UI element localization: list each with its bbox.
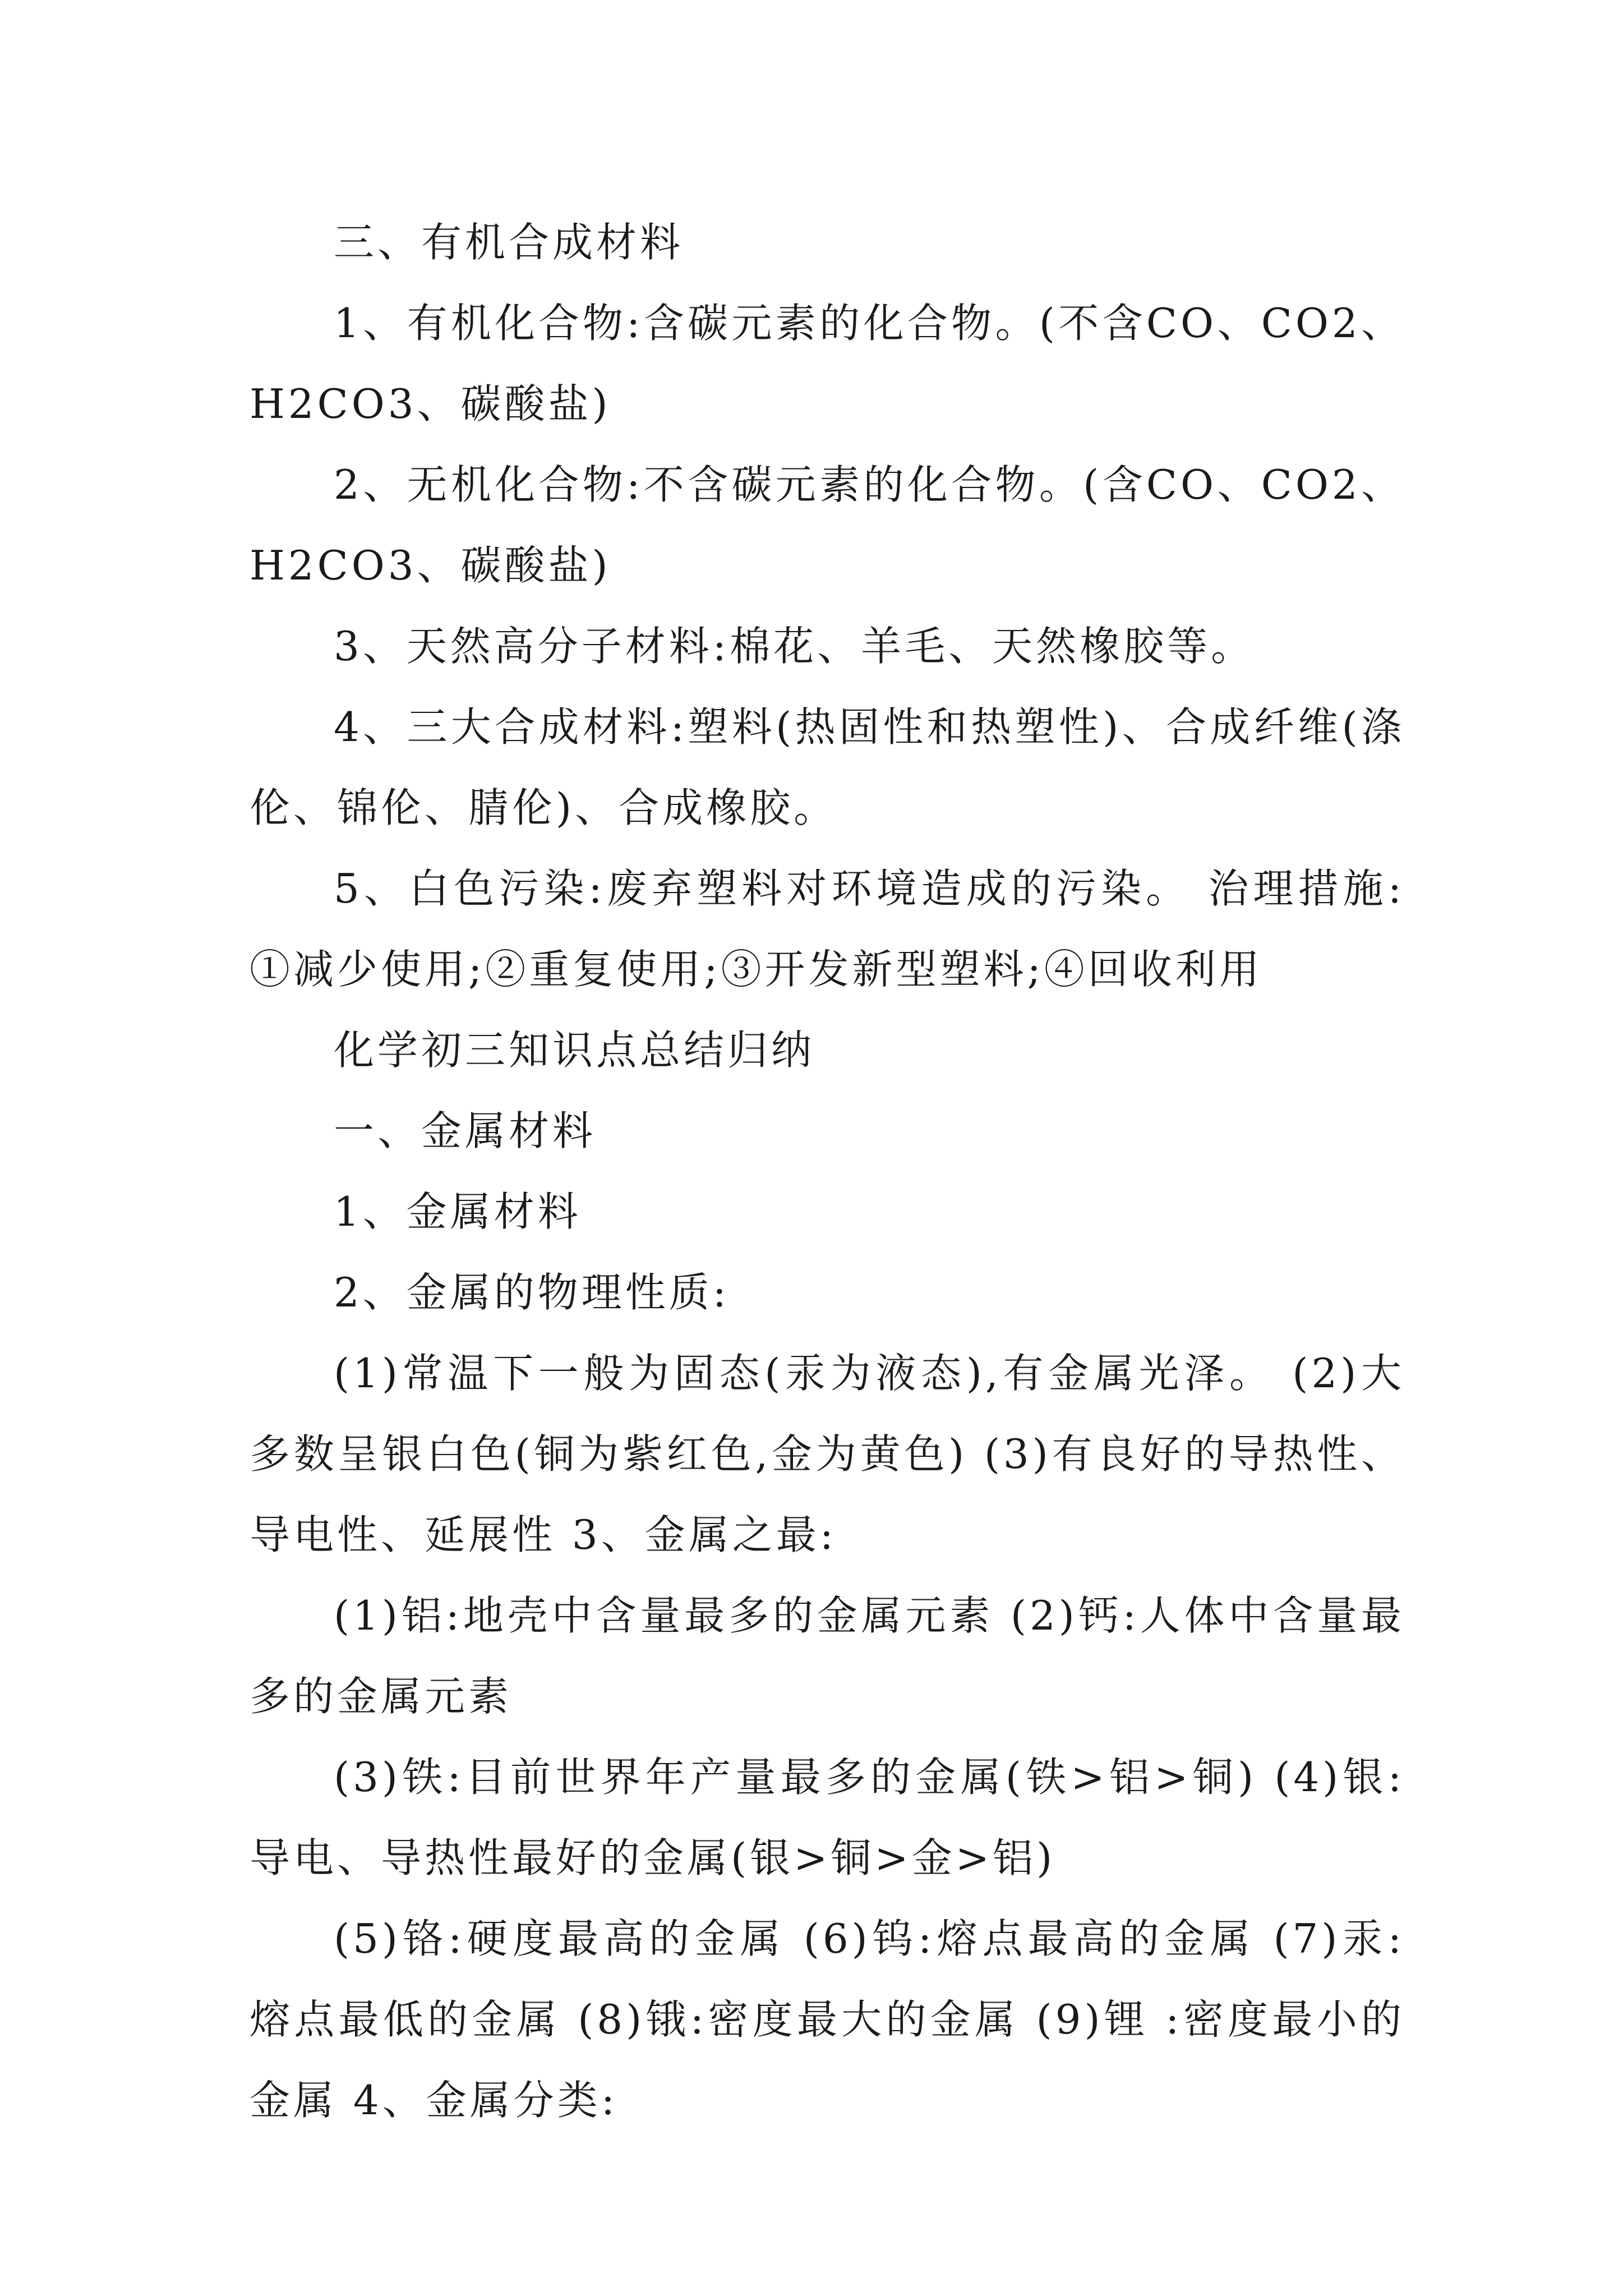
paragraph-physical-properties: (1)常温下一般为固态(汞为液态),有金属光泽。 (2)大多数呈银白色(铜为紫红色,金为黄色) (3)有良好的导热性、导电性、延展性 3、金属之最: — [250, 1350, 1405, 1558]
paragraph-natural-polymer: 3、天然高分子材料:棉花、羊毛、天然橡胶等。 — [334, 623, 1255, 670]
paragraph-synthetic-materials: 4、三大合成材料:塑料(热固性和热塑性)、合成纤维(涤伦、锦伦、腈伦)、合成橡胶。 — [250, 703, 1405, 831]
paragraph-organic-compound: 1、有机化合物:含碳元素的化合物。(不含CO、CO2、H2CO3、碳酸盐) — [250, 300, 1405, 427]
document-subtitle: 化学初三知识点总结归纳 — [334, 1027, 815, 1074]
paragraph-metal-records-3: (5)铬:硬度最高的金属 (6)钨:熔点最高的金属 (7)汞:熔点最低的金属 (8)锇:密度最大的金属 (9)锂 :密度最小的金属 4、金属分类: — [250, 1915, 1405, 2124]
document-body — [250, 202, 1405, 2141]
paragraph-metal-records-2: (3)铁:目前世界年产量最多的金属(铁>铝>铜) (4)银:导电、导热性最好的金属(银>铜>金>铝) — [250, 1754, 1405, 1881]
paragraph-metal-materials: 1、金属材料 — [334, 1188, 582, 1235]
section-heading-metal-materials: 一、金属材料 — [334, 1107, 597, 1154]
paragraph-inorganic-compound: 2、无机化合物:不含碳元素的化合物。(含CO、CO2、H2CO3、碳酸盐) — [250, 461, 1405, 589]
paragraph-metal-records-1: (1)铝:地壳中含量最多的金属元素 (2)钙:人体中含量最多的金属元素 — [250, 1592, 1405, 1720]
section-heading-organic-materials: 三、有机合成材料 — [334, 219, 684, 266]
paragraph-physical-properties-heading: 2、金属的物理性质: — [334, 1269, 730, 1316]
paragraph-white-pollution: 5、白色污染:废弃塑料对环境造成的污染。 治理措施:①减少使用;②重复使用;③开发新型塑料;④回收利用 — [250, 865, 1405, 993]
